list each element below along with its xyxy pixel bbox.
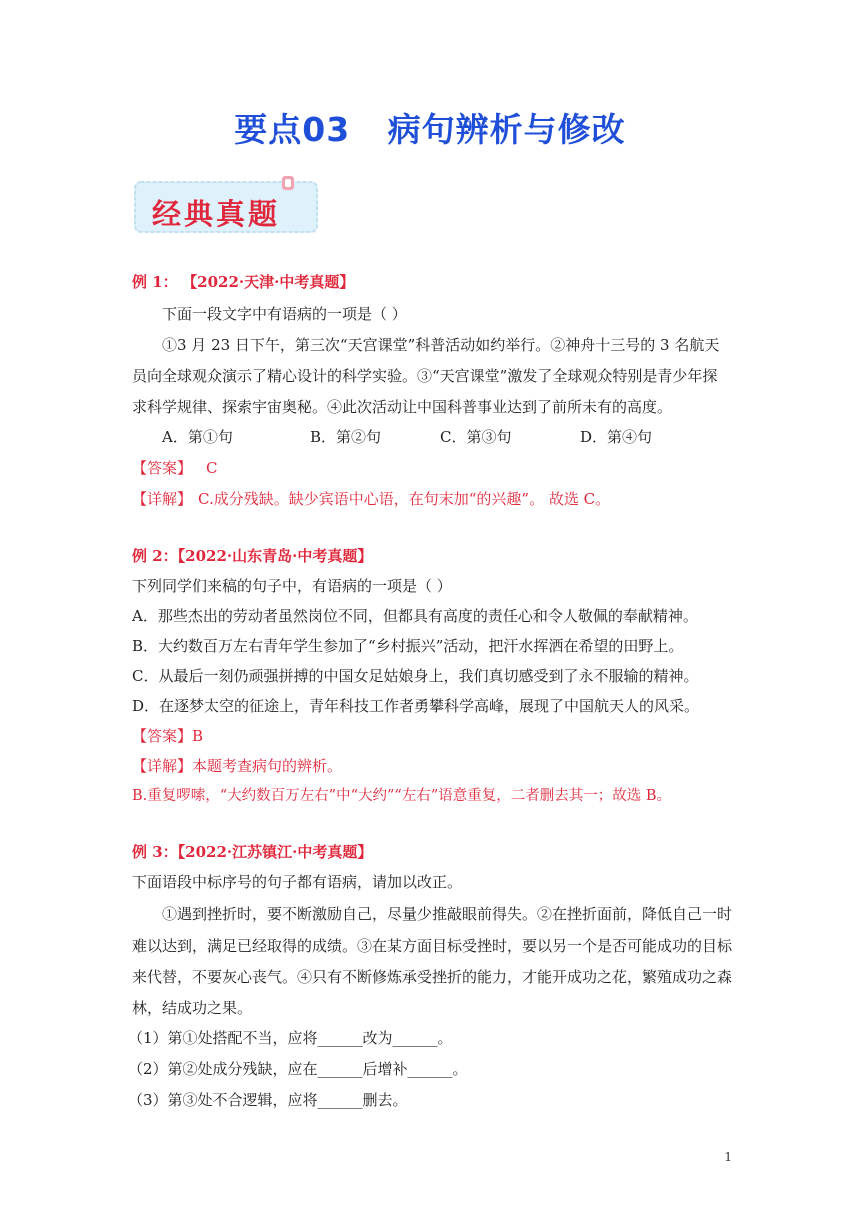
example-2-option-d: D．在逐梦太空的征途上，青年科技工作者勇攀科学高峰，展现了中国航天人的风采。 bbox=[132, 697, 700, 715]
example-3-passage-line: 难以达到，满足已经取得的成绩。③在某方面目标受挫时，要以另一个是否可能成功的目标 bbox=[132, 937, 733, 955]
example-1-source: 【2022·天津·中考真题】 bbox=[189, 273, 355, 291]
example-1-passage-line: 求科学规律、探索宇宙奥秘。④此次活动让中国科普事业达到了前所未有的高度。 bbox=[132, 398, 673, 416]
example-1-option-d: D．第④句 bbox=[580, 428, 653, 446]
example-1-label: 例 1： bbox=[132, 273, 178, 291]
example-3-sub-1: （1）第①处搭配不当，应将______改为______。 bbox=[128, 1029, 453, 1047]
example-1-passage-line: ①3 月 23 日下午，第三次“天宫课堂”科普活动如约举行。②神舟十三号的 3 名航天 bbox=[162, 336, 720, 354]
example-2-source: 【2022·山东青岛·中考真题】 bbox=[177, 547, 373, 565]
example-1-header bbox=[132, 272, 354, 292]
detail-label: 【详解】 bbox=[132, 490, 193, 508]
page-title: 要点03 病句辨析与修改 bbox=[234, 110, 626, 149]
example-2-option-a: A．那些杰出的劳动者虽然岗位不同，但都具有高度的责任心和令人敬佩的奉献精神。 bbox=[132, 607, 698, 625]
example-1-question: 下面一段文字中有语病的一项是（ ） bbox=[162, 305, 407, 323]
example-3-sub-3: （3）第③处不合逻辑，应将______删去。 bbox=[128, 1091, 408, 1109]
example-1-option-a: A．第①句 bbox=[162, 428, 233, 446]
example-2-header bbox=[132, 546, 372, 566]
answer-label: 【答案】 bbox=[132, 727, 193, 745]
example-3-passage-line: ①遇到挫折时，要不断激励自己，尽量少推敲眼前得失。②在挫折面前，降低自己一时 bbox=[162, 905, 733, 923]
example-3-passage-line: 林，结成功之果。 bbox=[132, 999, 253, 1017]
answer-value: C bbox=[206, 459, 218, 477]
answer-label: 【答案】 bbox=[132, 459, 193, 477]
example-2-label: 例 2： bbox=[132, 547, 178, 565]
example-3-question: 下面语段中标序号的句子都有语病，请加以改正。 bbox=[132, 873, 463, 891]
example-3-passage-line: 来代替，不要灰心丧气。④只有不断修炼承受挫折的能力，才能开成功之花，繁殖成功之森 bbox=[132, 968, 733, 986]
example-1-option-b: B．第②句 bbox=[310, 428, 382, 446]
detail-label: 【详解】 bbox=[132, 757, 193, 775]
page-number: 1 bbox=[724, 1150, 732, 1164]
answer-value: B bbox=[192, 727, 204, 745]
example-3-label: 例 3： bbox=[132, 843, 178, 861]
example-2-question: 下列同学们来稿的句子中，有语病的一项是（ ） bbox=[132, 577, 452, 595]
section-badge-label: 经典真题 bbox=[152, 197, 281, 231]
example-2-detail-2: B.重复啰嗦，“大约数百万左右”中“大约”“左右”语意重复，二者删去其一；故选 B。 bbox=[132, 788, 672, 804]
example-3-source: 【2022·江苏镇江·中考真题】 bbox=[177, 843, 373, 861]
detail-text: C.成分残缺。缺少宾语中心语，在句末加“的兴趣”。 故选 C。 bbox=[198, 490, 611, 508]
example-3-sub-2: （2）第②处成分残缺，应在______后增补______。 bbox=[128, 1060, 468, 1078]
example-2-detail bbox=[132, 756, 342, 776]
example-1-answer bbox=[132, 458, 218, 478]
example-1-detail bbox=[132, 489, 610, 509]
example-3-header bbox=[132, 842, 372, 862]
example-2-option-b: B．大约数百万左右青年学生参加了“乡村振兴”活动，把汗水挥洒在希望的田野上。 bbox=[132, 637, 684, 655]
example-2-answer bbox=[132, 726, 203, 746]
example-2-option-c: C．从最后一刻仍顽强拼搏的中国女足姑娘身上，我们真切感受到了永不服输的精神。 bbox=[132, 667, 699, 685]
detail-text: 本题考查病句的辨析。 bbox=[192, 757, 343, 775]
example-1-option-c: C．第③句 bbox=[440, 428, 512, 446]
example-1-passage-line: 员向全球观众演示了精心设计的科学实验。③“天宫课堂”激发了全球观众特别是青少年探 bbox=[132, 367, 718, 385]
